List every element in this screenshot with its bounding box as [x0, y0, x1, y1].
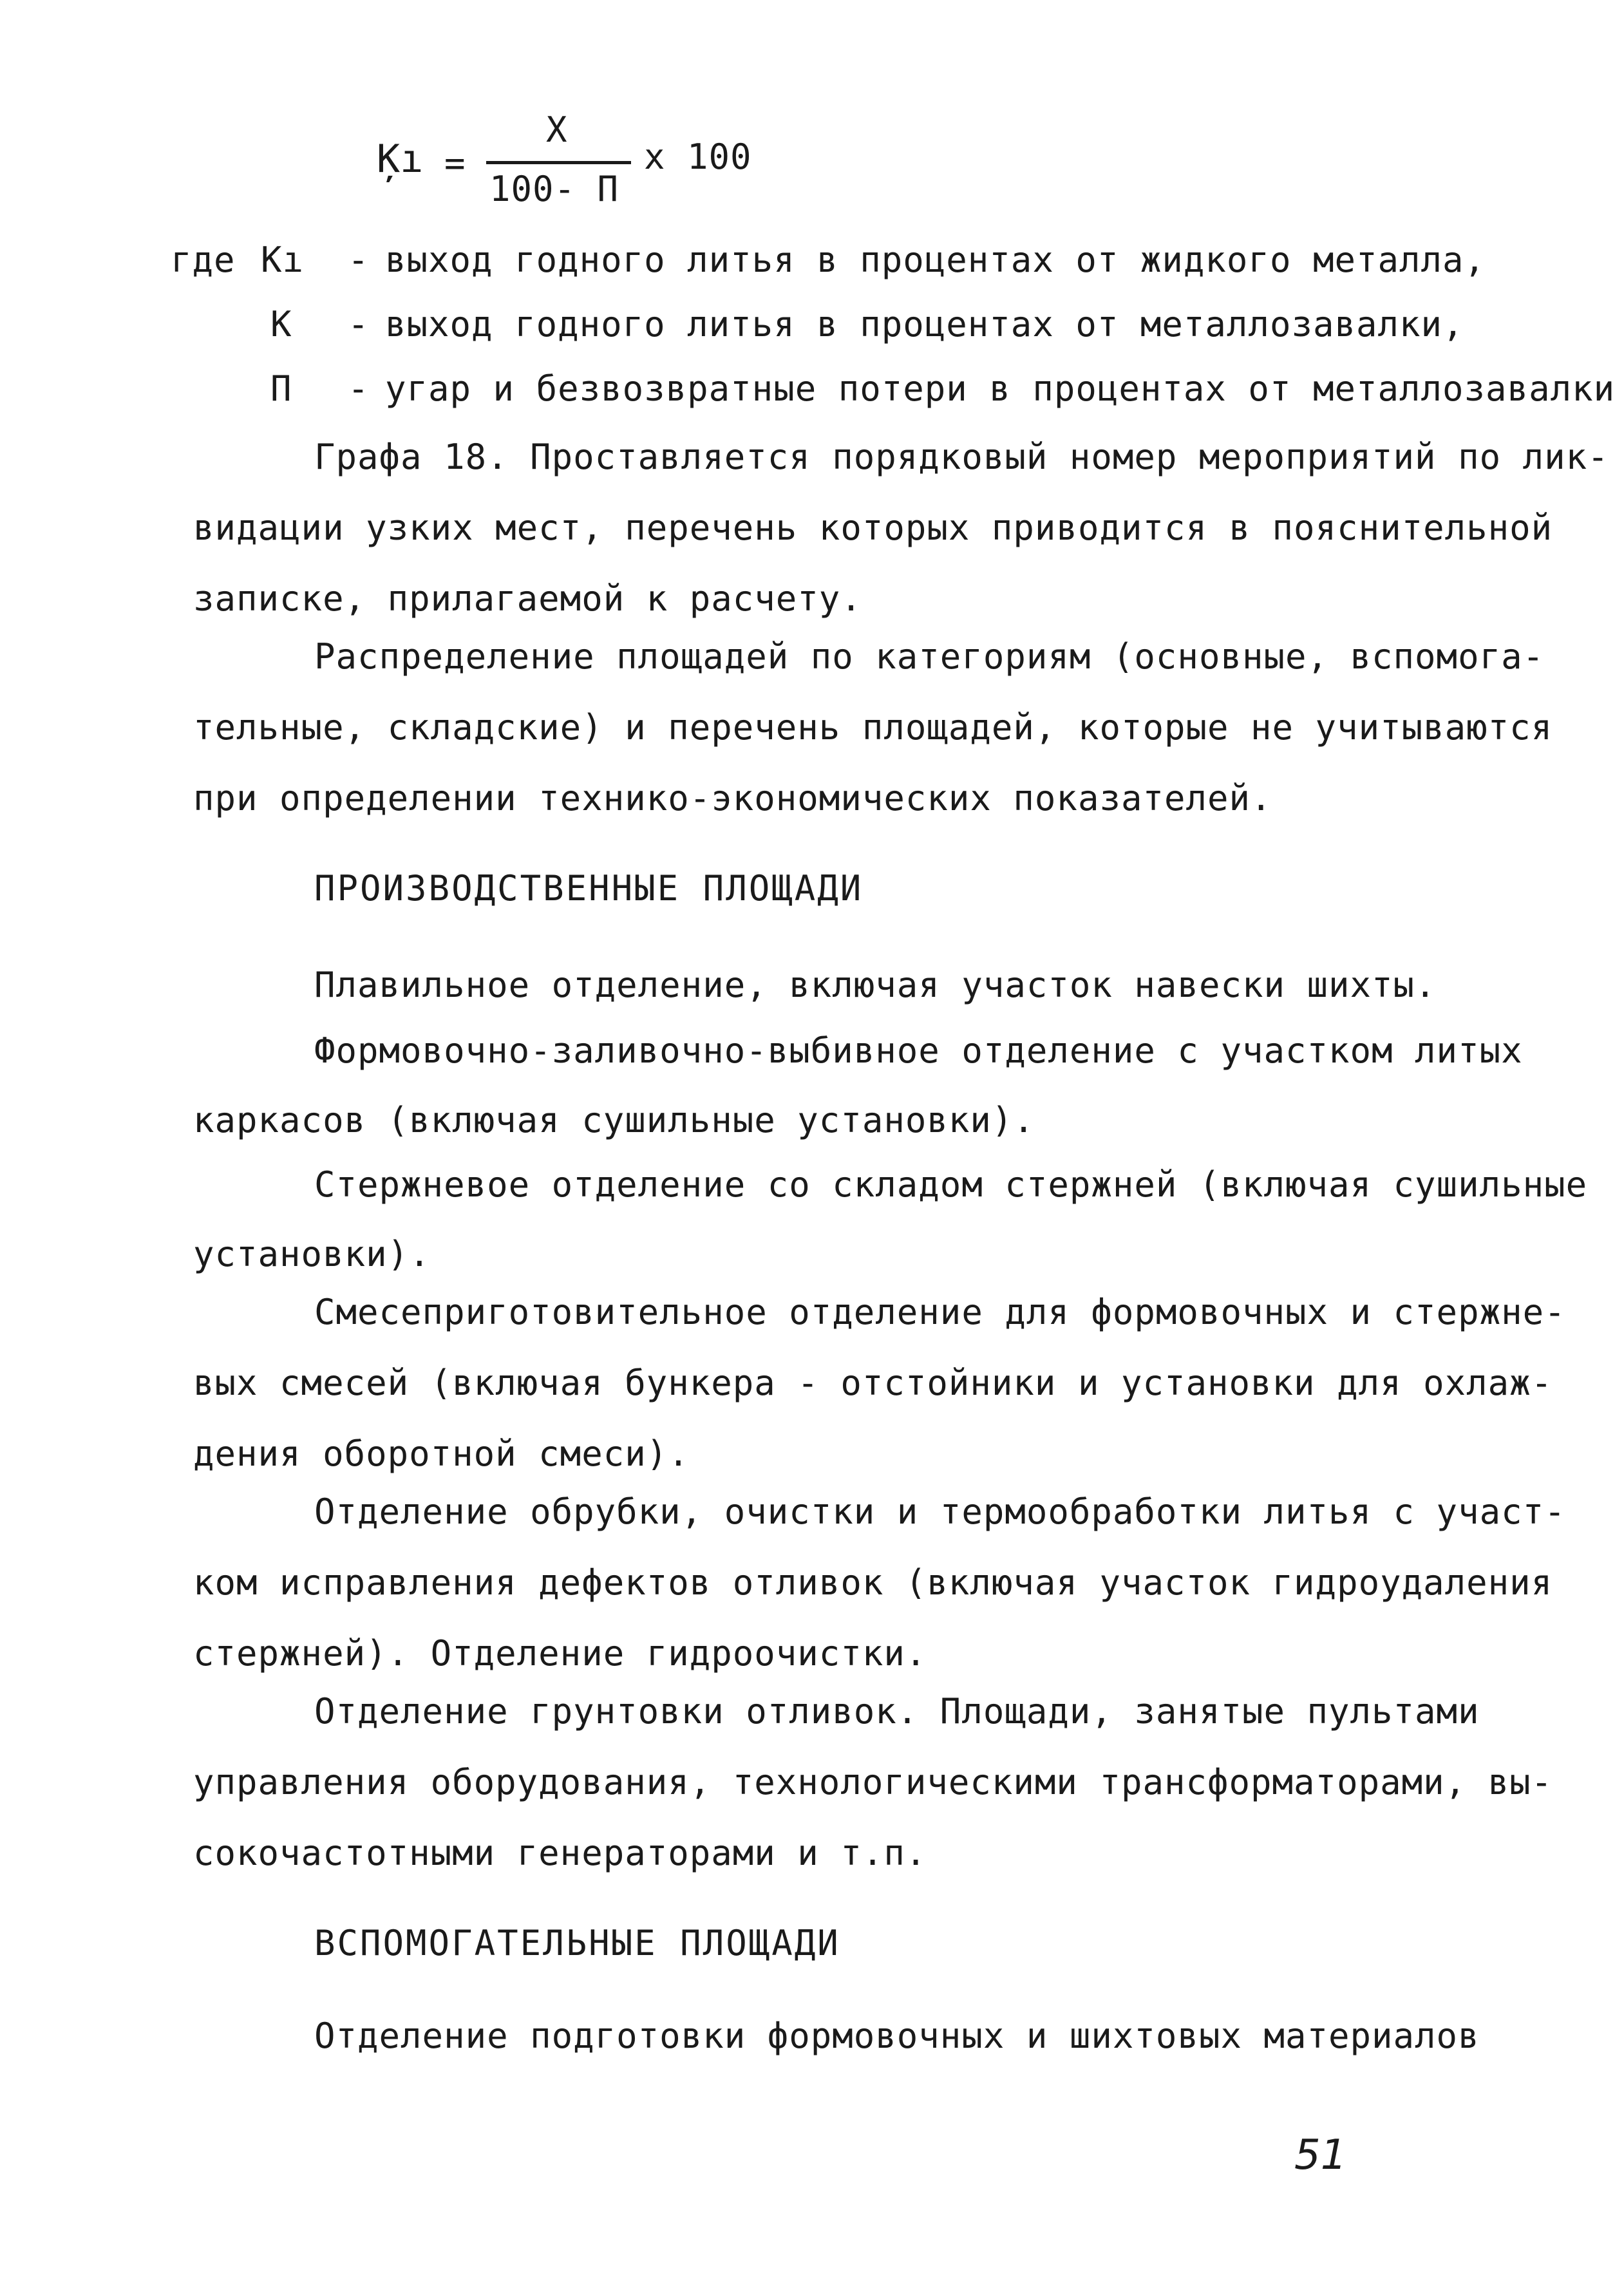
section-1-item-6-line-3: сокочастотными генераторами и т.п.: [193, 1833, 927, 1873]
paragraph-2-line-2: тельные, складские) и перечень площадей, которые не учитываются: [193, 707, 1553, 748]
section-1-item-3-line-2: установки).: [193, 1234, 431, 1274]
paragraph-1-line-1: Графа 18. Проставляется порядковый номер мероприятий по лик-: [314, 437, 1609, 477]
section-1-item-6-line-1: Отделение грунтовки отливок. Площади, занятые пультами: [314, 1691, 1480, 1732]
section-1-item-2-line-2: каркасов (включая сушильные установки).: [193, 1100, 1035, 1140]
section-1-item-6-line-2: управления оборудования, технологическими трансформаторами, вы-: [193, 1762, 1553, 1802]
paragraph-1-line-3: записке, прилагаемой к расчету.: [193, 578, 862, 619]
formula-multiplier: х 100: [644, 137, 752, 177]
paragraph-1-line-2: видации узких мест, перечень которых приводится в пояснительной: [193, 507, 1553, 548]
fraction-line: [486, 161, 631, 164]
legend-symbol-2: К: [270, 304, 292, 345]
legend-text-3: угар и безвозвратные потери в процентах от металлозавалки: [385, 368, 1616, 409]
legend-prefix: где: [171, 240, 236, 280]
heading-production-areas: ПРОИЗВОДСТВЕННЫЕ ПЛОЩАДИ: [314, 868, 864, 909]
formula-equals: =: [444, 143, 466, 184]
legend-text-2: выход годного литья в процентах от металлозавалки,: [385, 304, 1464, 345]
legend-symbol-1: Кı: [261, 240, 305, 280]
paragraph-2-line-1: Распределение площадей по категориям (основные, вспомога-: [314, 636, 1545, 677]
section-1-item-5-line-3: стержней). Отделение гидроочистки.: [193, 1633, 927, 1674]
legend-dash-1: -: [348, 240, 370, 280]
section-1-item-1: Плавильное отделение, включая участок навески шихты.: [314, 965, 1437, 1005]
legend-dash-3: -: [348, 368, 370, 409]
formula-numerator: Х: [546, 109, 568, 150]
formula-lhs: Ķı: [377, 137, 424, 182]
legend-symbol-3: П: [270, 368, 292, 409]
page-number: 51: [1294, 2131, 1347, 2179]
section-1-item-3-line-1: Стержневое отделение со складом стержней (включая сушильные: [314, 1164, 1588, 1205]
section-1-item-2-line-1: Формовочно-заливочно-выбивное отделение с участком литых: [314, 1030, 1523, 1071]
section-1-item-4-line-3: дения оборотной смеси).: [193, 1433, 690, 1474]
legend-text-1: выход годного литья в процентах от жидкого металла,: [385, 240, 1486, 280]
formula-denominator: 100- П: [489, 169, 619, 209]
section-2-item-1: Отделение подготовки формовочных и шихтовых материалов: [314, 2016, 1480, 2056]
section-1-item-5-line-2: ком исправления дефектов отливок (включая участок гидроудаления: [193, 1562, 1553, 1603]
section-1-item-5-line-1: Отделение обрубки, очистки и термообработки литья с участ-: [314, 1491, 1566, 1532]
legend-dash-2: -: [348, 304, 370, 345]
heading-auxiliary-areas: ВСПОМОГАТЕЛЬНЫЕ ПЛОЩАДИ: [314, 1923, 840, 1963]
section-1-item-4-line-2: вых смесей (включая бункера - отстойники и установки для охлаж-: [193, 1363, 1553, 1403]
section-1-item-4-line-1: Смесеприготовительное отделение для формовочных и стержне-: [314, 1292, 1566, 1332]
paragraph-2-line-3: при определении технико-экономических показателей.: [193, 778, 1272, 818]
